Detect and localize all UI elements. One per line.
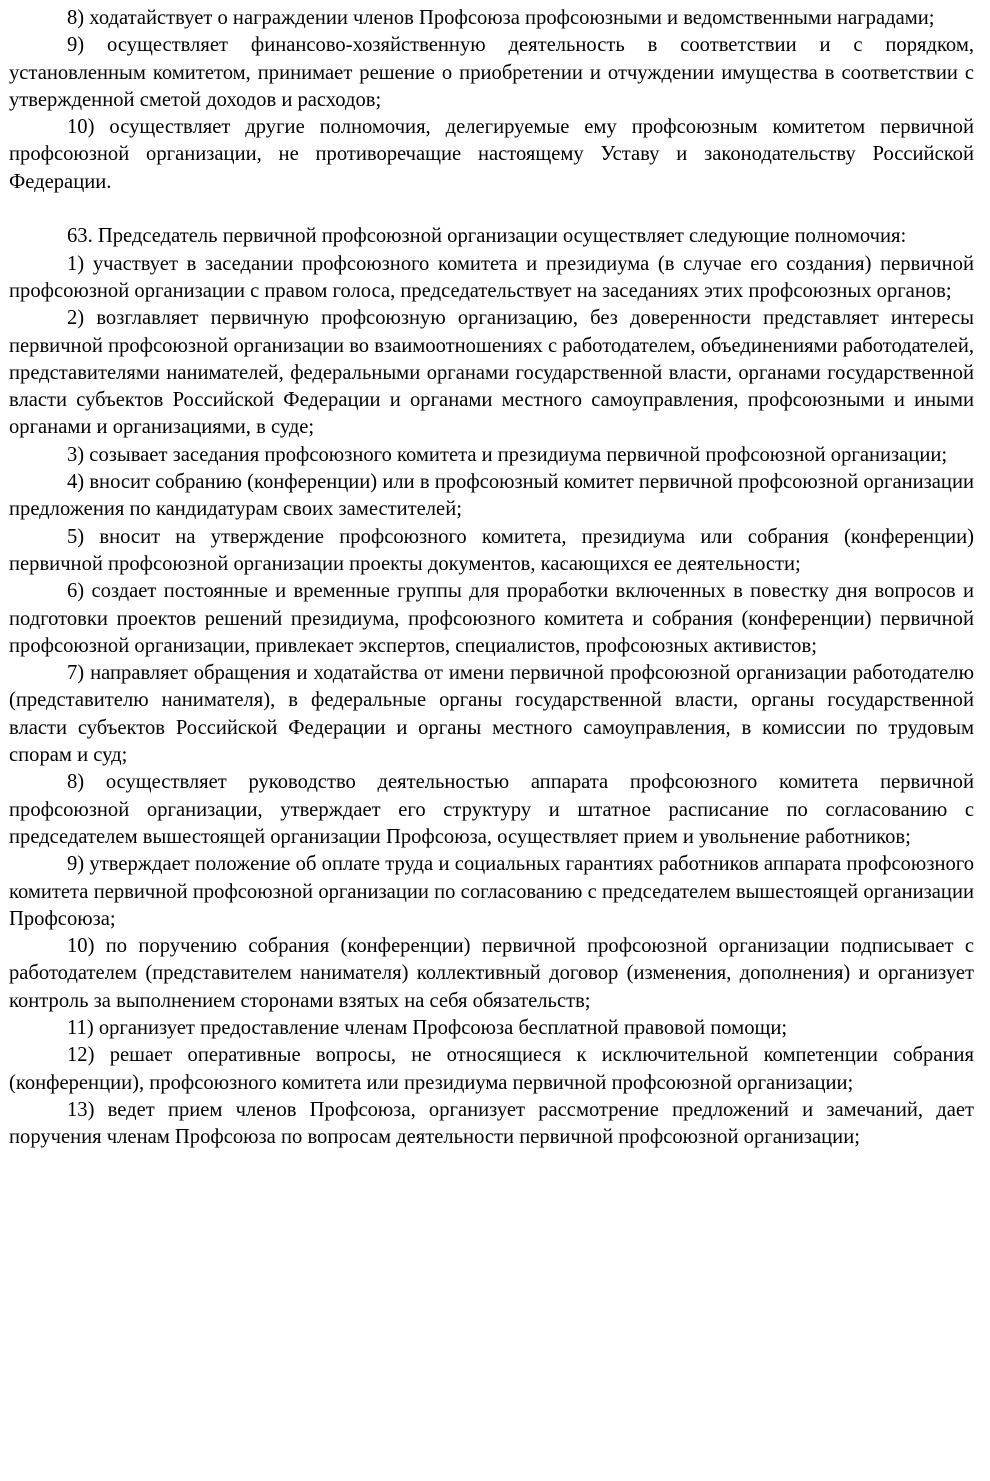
item-9: 9) утверждает положение об оплате труда и социальных гарантиях работников аппарата профсоюзного комитета первичной профсоюзной организации по согласованию с председателем вышестоящей организации Профсоюза; — [9, 853, 974, 930]
paragraph-9: 9) осуществляет финансово-хозяйственную деятельность в соответствии и с порядком, установленным комитетом, принимает решение о приобретении и отчуждении имущества в соответствии с утвержденной сметой доходов и расходов; — [9, 34, 974, 111]
item-12: 12) решает оперативные вопросы, не относящиеся к исключительной компетенции собрания (конференции), профсоюзного комитета или президиума первичной профсоюзной организации; — [9, 1044, 974, 1094]
paragraph-8: 8) ходатайствует о награждении членов Профсоюза профсоюзными и ведомственными наградами; — [67, 7, 935, 29]
item-6: 6) создает постоянные и временные группы для проработки включенных в повестку дня вопросов и подготовки проектов решений президиума, профсоюзного комитета и собрания (конференции) первичной профсоюзной организации, привлекает экспертов, специалистов, профсоюзных активистов; — [9, 580, 974, 657]
item-5: 5) вносит на утверждение профсоюзного комитета, президиума или собрания (конференции) первичной профсоюзной организации проекты документов, касающихся ее деятельности; — [9, 525, 974, 575]
section-spacer — [9, 196, 974, 223]
item-2: 2) возглавляет первичную профсоюзную организацию, без доверенности представляет интересы первичной профсоюзной организации во взаимоотношениях с работодателем, объединениями работодателей, представителями нанимателей, федеральными органами государственной власти, органами государственной власти субъектов Российской Федерации и органами местного самоуправления, профсоюзными и иными органами и организациями, в суде; — [9, 307, 974, 439]
item-11: 11) организует предоставление членам Профсоюза бесплатной правовой помощи; — [67, 1016, 788, 1039]
item-7: 7) направляет обращения и ходатайства от имени первичной профсоюзной организации работодателю (представителю нанимателя), в федеральные органы государственной власти, органы государственной власти субъектов Российской Федерации и органы местного самоуправления, в комиссии по трудовым спорам и суд; — [9, 662, 974, 767]
item-8: 8) осуществляет руководство деятельностью аппарата профсоюзного комитета первичной профсоюзной организации, утверждает его структуру и штатное расписание по согласованию с председателем вышестоящей организации Профсоюза, осуществляет прием и увольнение работников; — [9, 771, 974, 848]
paragraph-10: 10) осуществляет другие полномочия, делегируемые ему профсоюзным комитетом первичной профсоюзной организации, не противоречащие настоящему Уставу и законодательству Российской Федерации. — [9, 116, 974, 193]
item-10: 10) по поручению собрания (конференции) первичной профсоюзной организации подписывает с работодателем (представителем нанимателя) коллективный договор (изменения, дополнения) и организует контроль за выполнением сторонами взятых на себя обязательств; — [9, 935, 974, 1012]
section-63-intro: 63. Председатель первичной профсоюзной организации осуществляет следующие полномочия: — [67, 225, 907, 248]
item-13: 13) ведет прием членов Профсоюза, организует рассмотрение предложений и замечаний, дает поручения членам Профсоюза по вопросам деятельности первичной профсоюзной организации; — [9, 1098, 974, 1149]
item-3: 3) созывает заседания профсоюзного комитета и президиума первичной профсоюзной организации; — [67, 443, 948, 466]
item-1: 1) участвует в заседании профсоюзного комитета и президиума (в случае его создания) первичной профсоюзной организации с правом голоса, председательствует на заседаниях этих профсоюзных органов; — [9, 252, 974, 302]
item-4: 4) вносит собранию (конференции) или в профсоюзный комитет первичной профсоюзной организации предложения по кандидатурам своих заместителей; — [9, 471, 974, 521]
